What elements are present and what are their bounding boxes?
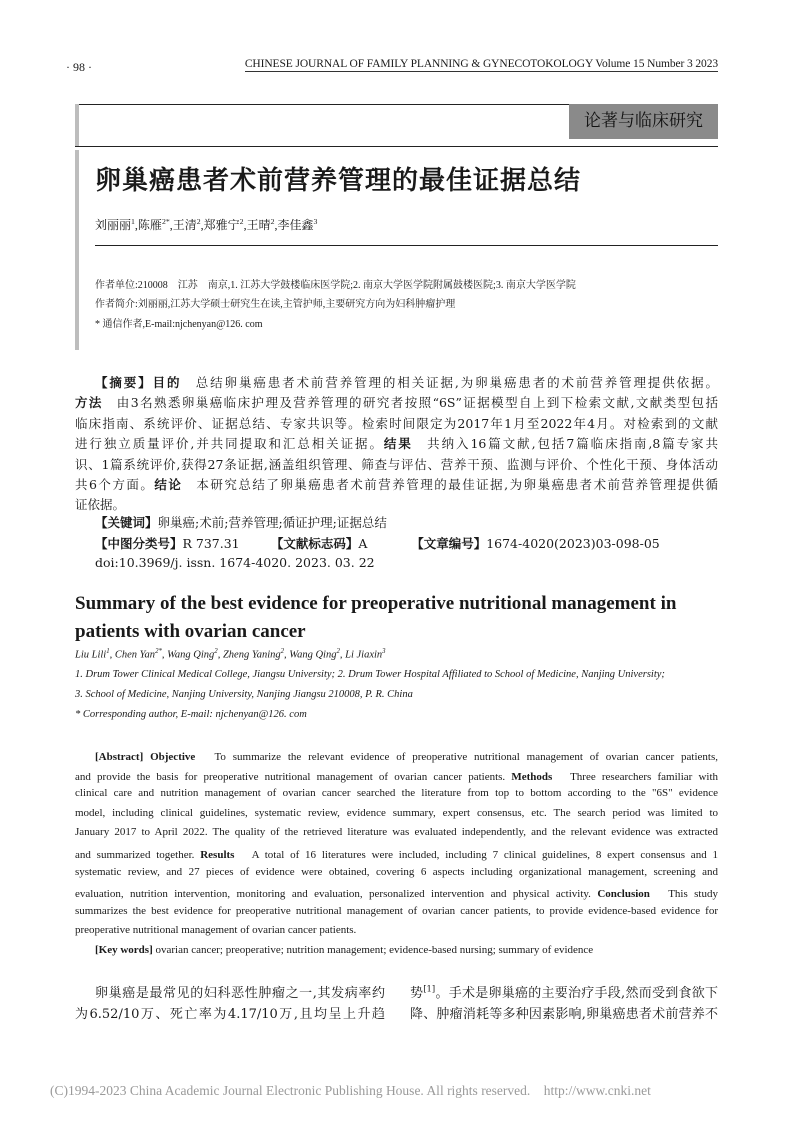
- text-run: 共纳入16篇文献,包括7篇临床指南,8篇专家共: [412, 436, 718, 452]
- author-name: , Wang Qing: [284, 649, 337, 661]
- section-label: 【关键词】: [95, 515, 158, 530]
- text-run: summarizes the best evidence for preoperative nutritional management of ovarian cancer patients, to provide evidence-based evidence for: [75, 904, 718, 917]
- abstract-line: [75, 434, 718, 452]
- keyword-line: [95, 534, 718, 552]
- section-label: [Abstract] Objective: [95, 751, 196, 763]
- text-run: systematic review, and 27 pieces of evidence were obtained, covering 6 aspects including organizational management, screening and: [75, 865, 718, 878]
- text-run: A: [358, 535, 418, 551]
- text-run: 总结卵巢癌患者术前营养管理的相关证据,为卵巢癌患者的术前营养管理提供依据。: [181, 375, 718, 390]
- author-name: ,王清: [169, 218, 197, 232]
- abstract-line: [75, 414, 718, 432]
- abstract-line: [75, 905, 718, 917]
- author-affiliation-mark: 2*: [161, 217, 170, 226]
- text-run: clinical care and nutrition management of ovarian cancer searched the literature from top to bottom according to the "6S" evidence: [75, 787, 718, 800]
- abstract-line: [75, 787, 718, 799]
- abstract-line: [75, 768, 718, 784]
- running-header: CHINESE JOURNAL OF FAMILY PLANNING & GYNECOTOKOLOGY Volume 15 Number 3 2023: [244, 58, 718, 70]
- text-run: ovarian cancer; preoperative; nutrition management; evidence-based nursing; summary of evidence: [152, 944, 594, 956]
- author-name: Liu Lili: [75, 649, 107, 661]
- section-label: Results: [200, 849, 235, 861]
- author-bio: 作者简介:刘丽丽,江苏大学硕士研究生在读,主管护师,主要研究方向为妇科肿瘤护理: [95, 299, 456, 310]
- author-affiliation-mark: 2: [280, 648, 285, 655]
- author-affiliation-mark: 2: [336, 648, 340, 655]
- author-affiliation-mark: 2: [214, 648, 218, 655]
- section-label: 【中图分类号】: [95, 535, 183, 551]
- author-affiliation-mark: 2: [196, 217, 201, 226]
- abstract-line: [75, 924, 718, 936]
- section-label: [Key words]: [95, 944, 153, 956]
- abstract-line: [75, 495, 718, 513]
- author-affiliation-mark: 3: [382, 648, 386, 655]
- section-tag: 论著与临床研究: [569, 104, 718, 139]
- author-affiliation-mark: 2: [239, 217, 244, 226]
- en-title-line: Summary of the best evidence for preoperative nutritional management in: [75, 593, 677, 614]
- author-name: ,郑雅宁: [200, 218, 240, 232]
- abstract-line: [75, 866, 718, 878]
- abstract-line: [95, 944, 718, 956]
- text-run: and provide the basis for preoperative nutritional management of ovarian cancer patients.: [75, 770, 512, 783]
- text-run: 识、1篇系统评价,获得27条证据,涵盖组织管理、筛查与评估、营养干预、监测与评价、个性化干预、身体活动: [75, 456, 718, 472]
- text-run: 降、肿瘤消耗等多种因素影响,卵巢癌患者术前营养不: [410, 1006, 718, 1022]
- body-line: [410, 1003, 718, 1022]
- abstract-line: [75, 885, 718, 901]
- corresponding-author: * 通信作者,E-mail:njchenyan@126. com: [95, 319, 263, 330]
- en-authors: [75, 648, 386, 661]
- author-name: , Wang Qing: [161, 649, 215, 661]
- abstract-line: [75, 807, 718, 819]
- page-number: · 98 ·: [66, 60, 92, 74]
- section-label: Methods: [511, 770, 553, 783]
- citation-mark: [1]: [423, 983, 436, 994]
- abstract-line: [95, 373, 718, 391]
- section-label: Conclusion: [597, 888, 650, 901]
- author-name: , Chen Yan: [109, 649, 156, 661]
- section-label: 结论: [154, 477, 183, 492]
- text-run: 临床指南、系统评价、证据总结、专家共识等。检索时间限定为2017年1月至2022年4月。对检索到的文献: [75, 415, 718, 431]
- author-unit: 作者单位:210008 江苏 南京,1. 江苏大学鼓楼临床医学院;2. 南京大学医学院附属鼓楼医院;3. 南京大学医学院: [95, 280, 576, 291]
- author-name: 刘丽丽: [95, 218, 132, 232]
- text-run: evaluation, nutrition intervention, monitoring and evaluation, personalized intervention and physical activity.: [75, 888, 598, 901]
- author-affiliation-mark: 1: [131, 217, 135, 226]
- abstract-line: [75, 455, 718, 473]
- text-run: model, including clinical guidelines, systematic review, evidence summary, expert consensus, etc. The search period was limited to: [75, 806, 718, 819]
- en-title-line: patients with ovarian cancer: [75, 621, 306, 642]
- en-affiliation: 1. Drum Tower Clinical Medical College, Jiangsu University; 2. Drum Tower Hospital Affiliated to School of Medicine, Nanjing University;: [75, 669, 665, 680]
- text-run: A total of 16 literatures were included, including 7 clinical guidelines, 8 expert consensus and 1: [234, 849, 718, 861]
- text-run: 卵巢癌;术前;营养管理;循证护理;证据总结: [157, 515, 387, 530]
- abstract-line: [75, 393, 718, 411]
- text-run: and summarized together.: [75, 849, 201, 861]
- section-label: 结果: [383, 436, 413, 452]
- text-run: To summarize the relevant evidence of preoperative nutritional management of ovarian cancer patients,: [195, 751, 718, 763]
- body-line: [75, 1003, 385, 1022]
- author-name: ,李佳鑫: [274, 218, 314, 232]
- author-name: , Zheng Yaning: [217, 649, 281, 661]
- abstract-line: [75, 826, 718, 838]
- text-run: January 2017 to April 2022. The quality of the retrieved literature was evaluated independently, and the relevant evidence was extracted: [75, 826, 718, 839]
- text-run: 共6个方面。: [75, 477, 155, 492]
- author-affiliation-mark: 3: [313, 217, 318, 226]
- author-name: ,王晴: [243, 218, 271, 232]
- en-affiliation: 3. School of Medicine, Nanjing University, Nanjing Jiangsu 210008, P. R. China: [75, 689, 413, 700]
- text-run: This study: [649, 888, 718, 901]
- text-run: 由3名熟悉卵巢癌临床护理及营养管理的研究者按照“6S”证据模型自上到下检索文献,文献类型包括: [102, 395, 718, 411]
- author-affiliation-mark: 2: [270, 217, 275, 226]
- abstract-line: [75, 475, 718, 493]
- side-bar: [75, 150, 79, 350]
- section-label: 【摘要】目的: [95, 375, 182, 390]
- abstract-line: [95, 748, 718, 764]
- text-run: 本研究总结了卵巢癌患者术前营养管理的最佳证据,为卵巢癌患者术前营养管理提供循: [182, 477, 718, 492]
- author-name: ,陈雁: [134, 218, 162, 232]
- cn-authors: [95, 216, 317, 233]
- copyright-footer: (C)1994-2023 China Academic Journal Electronic Publishing House. All rights reserved. http://www.cnki.net: [50, 1083, 651, 1098]
- cn-title: 卵巢癌患者术前营养管理的最佳证据总结: [95, 166, 582, 196]
- text-run: R 737.31: [182, 535, 278, 551]
- text-run: 。手术是卵巢癌的主要治疗手段,然而受到食欲下: [435, 986, 718, 1001]
- text-run: 为6.52/10万、死亡率为4.17/10万,且均呈上升趋: [75, 1006, 385, 1022]
- en-corresponding: * Corresponding author, E-mail: njchenyan@126. com: [75, 709, 307, 720]
- keyword-line: [95, 513, 718, 531]
- side-bar: [75, 104, 79, 147]
- text-run: 1674-4020(2023)03-098-05: [486, 535, 660, 551]
- section-label: 方法: [75, 395, 103, 411]
- author-affiliation-mark: 2*: [155, 648, 162, 655]
- author-name: , Li Jiaxin: [339, 649, 383, 661]
- text-run: 证依据。: [75, 497, 126, 513]
- body-line: [410, 982, 718, 1001]
- text-run: Three researchers familiar with: [552, 770, 719, 783]
- text-run: 进行独立质量评价,并共同提取和汇总相关证据。: [75, 436, 384, 452]
- text-run: 势: [410, 986, 424, 1001]
- section-label: 【文献标志码】: [277, 535, 359, 551]
- abstract-line: [75, 846, 718, 862]
- keyword-line: [95, 555, 718, 570]
- text-run: preoperative nutritional management of ovarian cancer patients.: [75, 924, 357, 937]
- divider: [95, 245, 718, 246]
- text-run: 卵巢癌是最常见的妇科恶性肿瘤之一,其发病率约: [95, 986, 385, 1001]
- section-label: 【文章编号】: [417, 535, 487, 551]
- author-affiliation-mark: 1: [106, 648, 110, 655]
- text-run: doi:10.3969/j. issn. 1674-4020. 2023. 03. 22: [95, 554, 375, 570]
- body-line: [95, 982, 385, 1001]
- divider: [75, 146, 718, 147]
